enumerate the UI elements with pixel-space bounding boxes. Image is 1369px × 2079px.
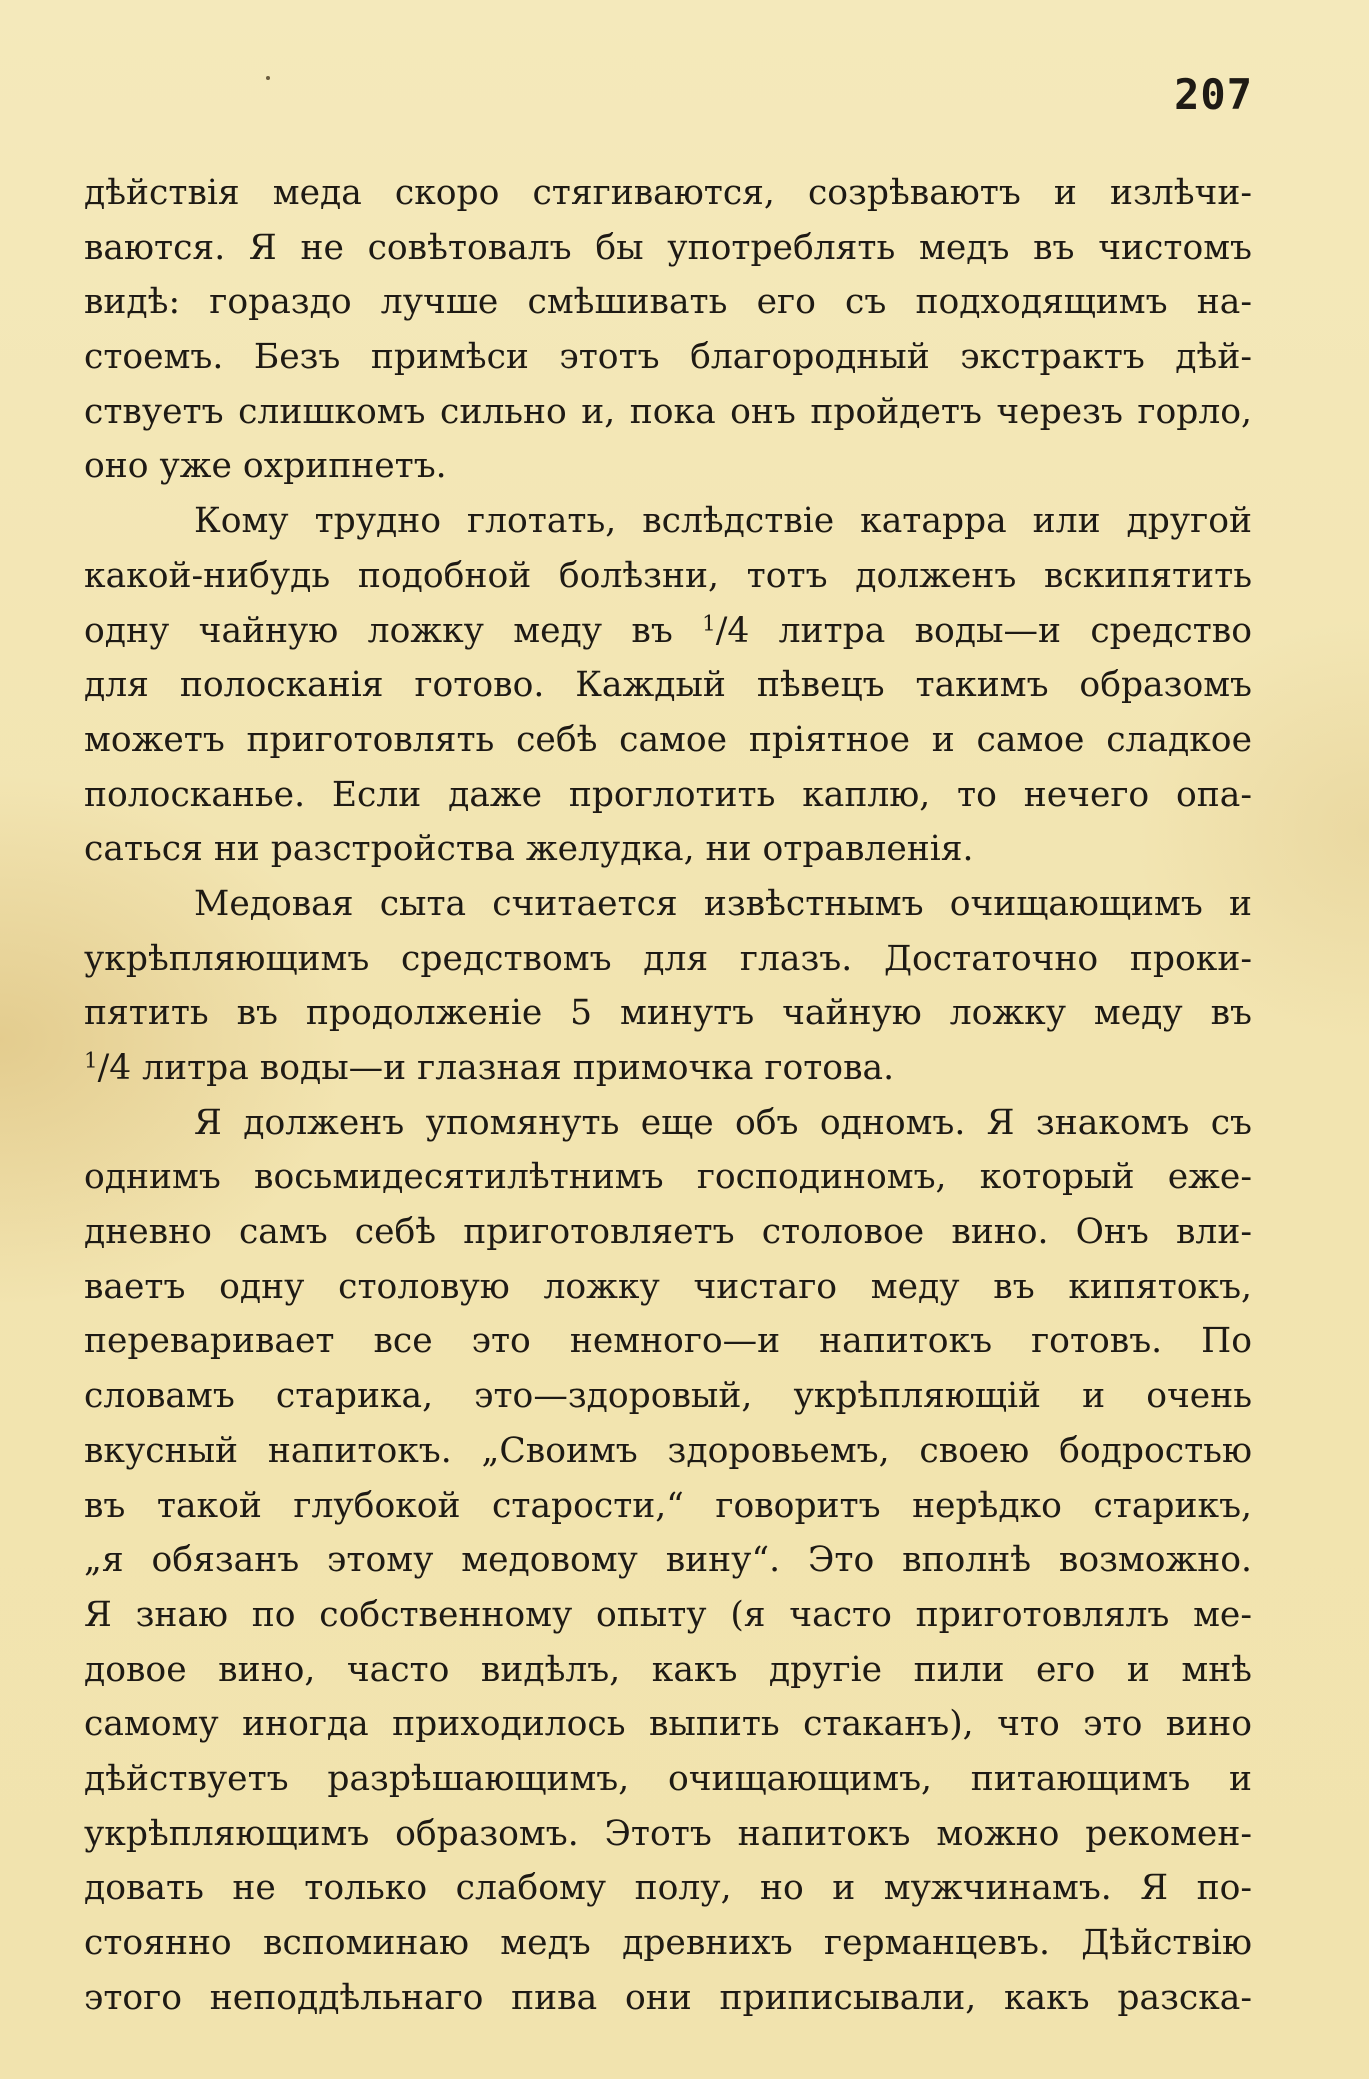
text-line: укрѣпляющимъ образомъ. Этотъ напитокъ можно рекомен-	[84, 1813, 1252, 1854]
text-line: пятить въ продолженіе 5 минутъ чайную ложку меду въ	[84, 993, 1252, 1034]
fraction-numerator: 1	[702, 610, 716, 636]
text-line: дневно самъ себѣ приготовляетъ столовое вино. Онъ вли-	[84, 1212, 1252, 1253]
text-line: для полосканія готово. Каждый пѣвецъ такимъ образомъ	[84, 665, 1252, 706]
body-text	[84, 166, 1252, 2025]
text-line: дѣйствія меда скоро стягиваются, созрѣваютъ и излѣчи-	[84, 173, 1252, 213]
text-segment: /4 литра воды—и глазная примочка готова.	[97, 1048, 895, 1088]
text-segment: /4 литра воды—и средство	[715, 610, 1252, 651]
text-line: ваетъ одну столовую ложку чистаго меду въ кипятокъ,	[84, 1266, 1252, 1307]
text-line: въ такой глубокой старости,“ говоритъ нерѣдко старикъ,	[84, 1485, 1252, 1526]
page-number: 207	[1174, 70, 1253, 119]
text-line: однимъ восьмидесятилѣтнимъ господиномъ, который еже-	[84, 1157, 1252, 1198]
text-line	[84, 1041, 1252, 1096]
text-line: укрѣпляющимъ средствомъ для глазъ. Достаточно проки-	[84, 938, 1252, 979]
print-speck	[266, 76, 270, 80]
text-line: полосканье. Если даже проглотить каплю, то нечего опа-	[84, 774, 1252, 815]
text-line: стоемъ. Безъ примѣси этотъ благородный экстрактъ дѣй-	[84, 337, 1252, 378]
text-line: саться ни разстройства желудка, ни отравленія.	[84, 829, 974, 870]
fraction-numerator: 1	[84, 1048, 98, 1074]
text-line: довое вино, часто видѣлъ, какъ другіе пили его и мнѣ	[84, 1649, 1252, 1690]
text-segment: одну чайную ложку меду въ	[84, 610, 703, 651]
text-line: можетъ приготовлять себѣ самое пріятное и самое сладкое	[84, 719, 1252, 760]
text-line: ваются. Я не совѣтовалъ бы употреблять медъ въ чистомъ	[84, 227, 1252, 268]
text-line: дѣйствуетъ разрѣшающимъ, очищающимъ, питающимъ и	[84, 1758, 1252, 1799]
text-line: Я долженъ упомянуть еще объ одномъ. Я знакомъ съ	[194, 1102, 1252, 1143]
text-line: Кому трудно глотать, вслѣдствіе катарра или другой	[194, 501, 1252, 542]
text-line: видѣ: гораздо лучше смѣшивать его съ подходящимъ на-	[84, 282, 1252, 323]
text-line: какой-нибудь подобной болѣзни, тотъ долженъ вскипятить	[84, 555, 1252, 596]
text-line: словамъ старика, это—здоровый, укрѣпляющій и очень	[84, 1376, 1252, 1417]
text-line: переваривает все это немного—и напитокъ готовъ. По	[84, 1321, 1252, 1362]
text-line: оно уже охрипнетъ.	[84, 446, 447, 487]
text-line: „я обязанъ этому медовому вину“. Это вполнѣ возможно.	[84, 1540, 1252, 1581]
text-line: этого неподдѣльнаго пива они приписывали, какъ разска-	[84, 1977, 1252, 2018]
book-page	[84, 0, 1252, 2079]
text-line: самому иногда приходилось выпить стаканъ), что это вино	[84, 1704, 1252, 1745]
text-line: ствуетъ слишкомъ сильно и, пока онъ пройдетъ черезъ горло,	[84, 391, 1252, 432]
text-line: Медовая сыта считается извѣстнымъ очищающимъ и	[194, 883, 1252, 924]
text-line: довать не только слабому полу, но и мужчинамъ. Я по-	[84, 1868, 1252, 1909]
text-line	[84, 604, 1252, 659]
text-line: стоянно вспоминаю медъ древнихъ германцевъ. Дѣйствію	[84, 1923, 1252, 1963]
text-line: Я знаю по собственному опыту (я часто приготовлялъ ме-	[84, 1594, 1252, 1635]
text-line: вкусный напитокъ. „Своимъ здоровьемъ, своею бодростью	[84, 1430, 1252, 1471]
